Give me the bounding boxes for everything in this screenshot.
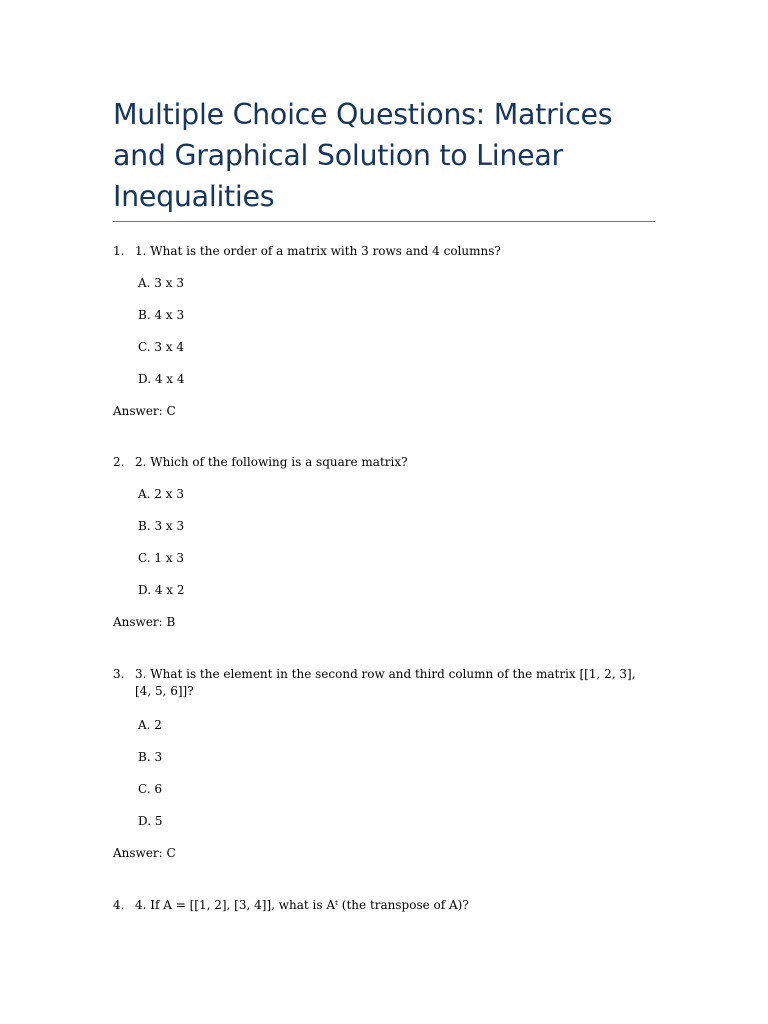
option-b: B. 4 x 3 xyxy=(138,308,185,322)
option-d: D. 4 x 2 xyxy=(138,583,185,597)
option-a: A. 2 xyxy=(138,718,162,732)
question-number: 4. xyxy=(113,898,125,912)
option-c: C. 3 x 4 xyxy=(138,340,185,354)
option-c: C. 6 xyxy=(138,782,163,796)
option-b: B. 3 x 3 xyxy=(138,519,185,533)
question-3 xyxy=(113,666,655,700)
question-number: 2. xyxy=(113,455,125,469)
question-number: 1. xyxy=(113,244,125,258)
question-text: 4. If A = [[1, 2], [3, 4]], what is Aᵗ (the transpose of A)? xyxy=(135,898,469,912)
option-d: D. 5 xyxy=(138,814,163,828)
title-divider xyxy=(113,221,655,222)
option-b: B. 3 xyxy=(138,750,163,764)
option-a: A. 3 x 3 xyxy=(138,276,184,290)
question-text: 2. Which of the following is a square matrix? xyxy=(135,455,408,469)
question-2 xyxy=(113,454,655,471)
question-1 xyxy=(113,243,655,260)
question-number: 3. xyxy=(113,667,125,681)
question-4 xyxy=(113,897,655,914)
question-text: 1. What is the order of a matrix with 3 rows and 4 columns? xyxy=(135,244,501,258)
option-a: A. 2 x 3 xyxy=(138,487,184,501)
document-title: Multiple Choice Questions: Matrices and Graphical Solution to Linear Inequalities xyxy=(113,98,613,213)
option-d: D. 4 x 4 xyxy=(138,372,185,386)
option-c: C. 1 x 3 xyxy=(138,551,185,565)
answer: Answer: B xyxy=(113,615,176,629)
answer: Answer: C xyxy=(113,404,176,418)
answer: Answer: C xyxy=(113,846,176,860)
question-text: 3. What is the element in the second row and third column of the matrix [[1, 2, 3], [4, 5, 6]]? xyxy=(135,667,636,698)
